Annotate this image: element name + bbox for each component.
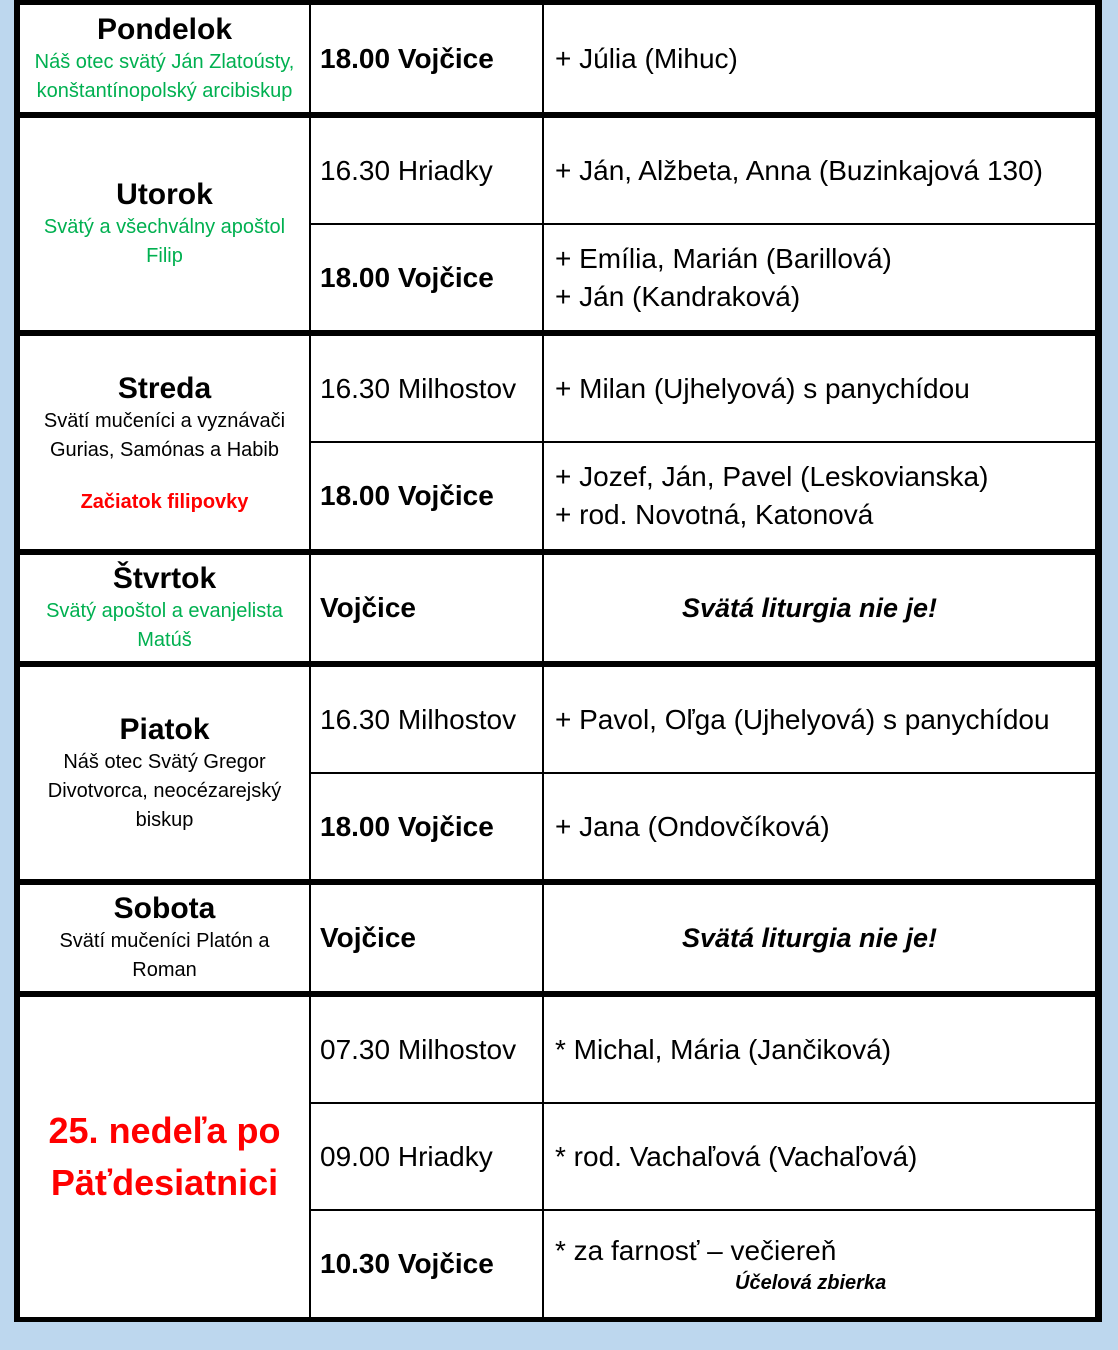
service-time-place: 18.00 Vojčice — [311, 225, 542, 330]
no-liturgy-note: Svätá liturgia nie je! — [681, 593, 938, 623]
service-time-place: 10.30 Vojčice — [311, 1211, 542, 1317]
sunday-title: 25. nedeľa po Päťdesiatnici — [48, 1110, 281, 1203]
schedule-table — [14, 0, 1102, 1322]
service-time-place: 18.00 Vojčice — [311, 774, 542, 879]
service-place: Vojčice — [311, 555, 542, 661]
intention: + Júlia (Mihuc) — [555, 42, 738, 74]
intention-cell — [544, 336, 1095, 441]
intention-cell — [544, 443, 1095, 549]
service-row — [311, 667, 1095, 772]
service-row — [311, 555, 1095, 661]
service-row — [311, 336, 1095, 441]
day-cell — [20, 885, 309, 991]
day-name: Pondelok — [96, 12, 232, 46]
day-name: Streda — [117, 372, 212, 405]
day-name: Štvrtok — [112, 562, 217, 595]
day-cell — [20, 5, 309, 112]
service-time-place: 18.00 Vojčice — [311, 5, 542, 112]
intention: + Ján (Kandraková) — [555, 280, 801, 312]
day-cell — [20, 555, 309, 661]
day-cell — [20, 336, 309, 549]
saint-of-day: Svätí mučeníci a vyznávači Gurias, Samónas a Habib — [43, 410, 286, 461]
fast-start-note: Začiatok filipovky — [80, 491, 249, 513]
day-sunday — [19, 997, 1097, 1317]
intention-cell — [544, 5, 1095, 112]
intention-cell — [544, 997, 1095, 1102]
saint-of-day: Náš otec svätý Ján Zlatoústy, konštantínopolský arcibiskup — [34, 50, 295, 102]
intention: + Milan (Ujhelyová) s panychídou — [555, 372, 970, 404]
day-cell — [20, 667, 309, 879]
day-name: Utorok — [116, 178, 213, 211]
service-row — [311, 225, 1095, 330]
intention: + rod. Novotná, Katonová — [555, 499, 874, 530]
day-monday — [19, 5, 1097, 112]
no-liturgy-note: Svätá liturgia nie je! — [681, 923, 938, 953]
intention: + Jozef, Ján, Pavel (Leskovianska) — [555, 461, 989, 492]
saint-of-day: Svätý apoštol a evanjelista Matúš — [46, 600, 283, 651]
intention-cell — [544, 667, 1095, 772]
intention-cell — [544, 1211, 1095, 1317]
intention: + Pavol, Oľga (Ujhelyová) s panychídou — [555, 703, 1050, 735]
service-row — [311, 774, 1095, 879]
service-time-place: 16.30 Hriadky — [311, 118, 542, 223]
intention: * za farnosť – večiereň — [555, 1235, 837, 1266]
service-time-place: 07.30 Milhostov — [311, 997, 542, 1102]
day-cell — [20, 118, 309, 330]
collection-note: Účelová zbierka — [735, 1272, 887, 1294]
day-friday — [19, 667, 1097, 879]
intention-cell — [544, 225, 1095, 330]
day-tuesday — [19, 118, 1097, 330]
intention-cell — [544, 1104, 1095, 1209]
intention: * Michal, Mária (Jančiková) — [555, 1033, 892, 1065]
day-cell — [20, 997, 309, 1317]
service-time-place: 09.00 Hriadky — [311, 1104, 542, 1209]
service-row — [311, 1104, 1095, 1209]
intention-cell — [544, 885, 1095, 991]
day-saturday — [19, 885, 1097, 991]
service-place: Vojčice — [311, 885, 542, 991]
day-name: Piatok — [119, 712, 210, 746]
service-row — [311, 997, 1095, 1102]
service-row — [311, 5, 1095, 112]
saint-of-day: Svätý a všechválny apoštol Filip — [43, 216, 286, 267]
intention-cell — [544, 555, 1095, 661]
saint-of-day: Svätí mučeníci Platón a Roman — [59, 930, 270, 981]
service-row — [311, 885, 1095, 991]
service-time-place: 18.00 Vojčice — [311, 443, 542, 549]
intention-cell — [544, 118, 1095, 223]
service-row — [311, 1211, 1095, 1317]
intention: + Emília, Marián (Barillová) — [555, 242, 892, 274]
saint-of-day: Náš otec Svätý Gregor Divotvorca, neocézarejský biskup — [47, 750, 282, 831]
service-time-place: 16.30 Milhostov — [311, 336, 542, 441]
intention: + Jana (Ondovčíková) — [555, 810, 830, 842]
service-row — [311, 118, 1095, 223]
day-name: Sobota — [113, 892, 216, 925]
day-thursday — [19, 555, 1097, 661]
day-wednesday — [19, 336, 1097, 549]
intention-cell — [544, 774, 1095, 879]
service-row — [311, 443, 1095, 549]
intention: * rod. Vachaľová (Vachaľová) — [555, 1140, 918, 1172]
service-time-place: 16.30 Milhostov — [311, 667, 542, 772]
intention: + Ján, Alžbeta, Anna (Buzinkajová 130) — [555, 154, 1043, 186]
